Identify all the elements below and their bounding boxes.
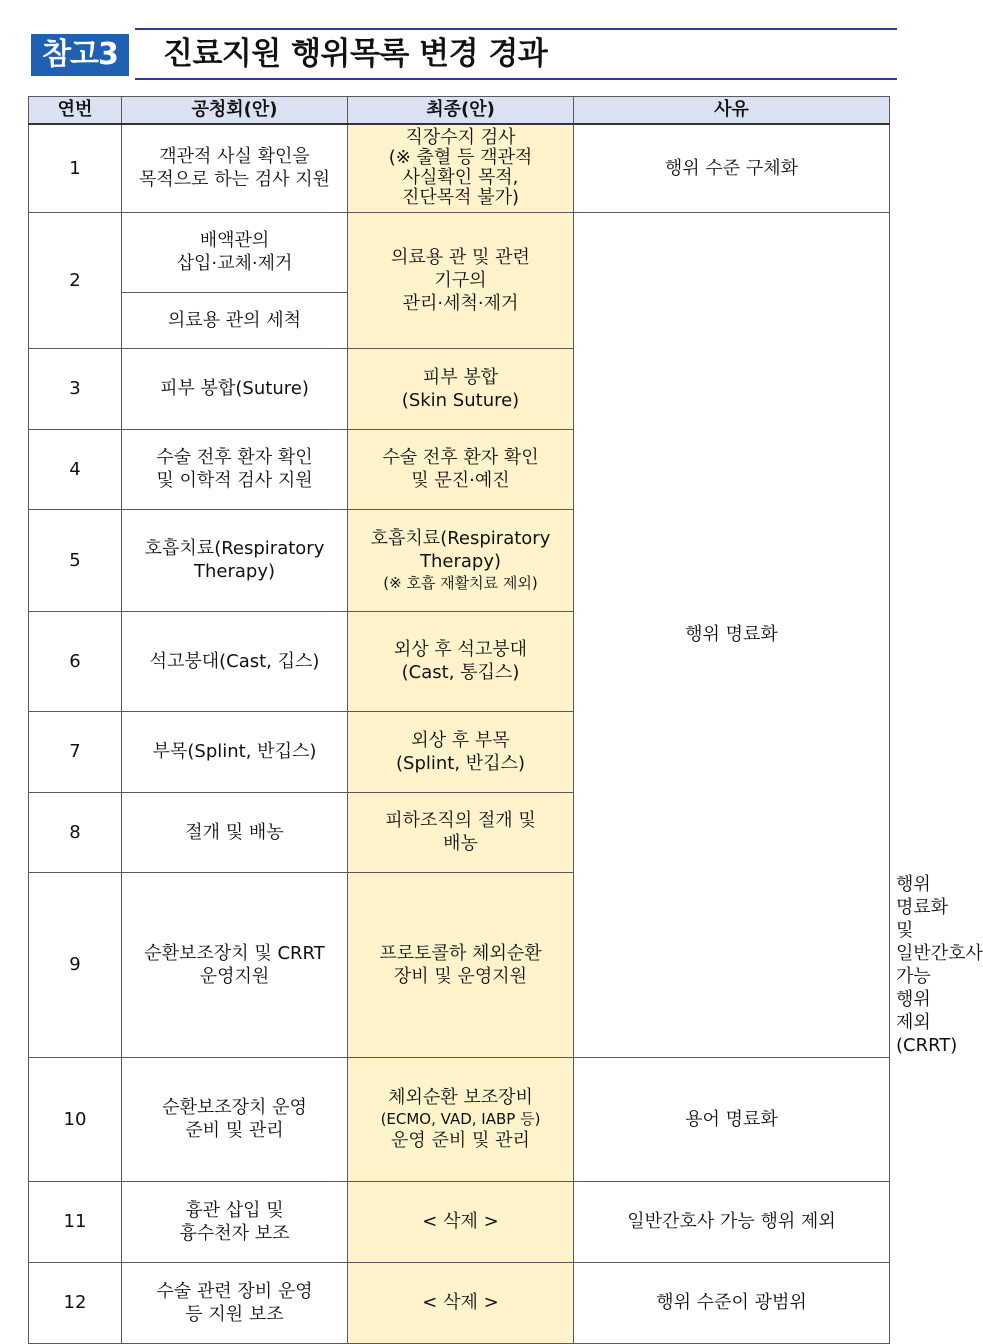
final-cell: 피부 봉합 (Skin Suture)	[348, 348, 574, 429]
col-header-reason: 사유	[574, 97, 890, 125]
col-header-draft: 공청회(안)	[122, 97, 348, 125]
draft-cell: 수술 전후 환자 확인 및 이학적 검사 지원	[122, 429, 348, 509]
final-cell: 체외순환 보조장비 (ECMO, VAD, IABP 등) 운영 준비 및 관리	[348, 1057, 574, 1181]
reason-cell: 용어 명료화	[574, 1057, 890, 1181]
row-number: 7	[29, 711, 122, 792]
row-number: 5	[29, 509, 122, 611]
title-rule-bottom	[135, 78, 897, 80]
table-row	[29, 212, 890, 292]
row-number: 11	[29, 1181, 122, 1262]
row-number: 6	[29, 611, 122, 711]
table-header-row	[29, 97, 890, 125]
row-number: 10	[29, 1057, 122, 1181]
final-cell: 수술 전후 환자 확인 및 문진·예진	[348, 429, 574, 509]
draft-cell: 절개 및 배농	[122, 792, 348, 872]
reason-cell: 일반간호사 가능 행위 제외	[574, 1181, 890, 1262]
merged-reason-cell: 행위 명료화	[574, 212, 890, 1057]
draft-cell: 흉관 삽입 및 흉수천자 보조	[122, 1181, 348, 1262]
final-cell: 외상 후 부목 (Splint, 반깁스)	[348, 711, 574, 792]
reference-badge: 참고3	[31, 34, 129, 76]
final-note: (※ 호흡 재활치료 제외)	[383, 574, 538, 592]
final-cell: 프로토콜하 체외순환 장비 및 운영지원	[348, 872, 574, 1057]
draft-cell: 배액관의 삽입·교체·제거	[122, 212, 348, 292]
row-number: 1	[29, 124, 122, 212]
draft-cell: 호흡치료(Respiratory Therapy)	[122, 509, 348, 611]
table-row	[29, 1181, 890, 1262]
col-header-final: 최종(안)	[348, 97, 574, 125]
table-row: 9 순환보조장치 및 CRRT 운영지원 프로토콜하 체외순환 장비 및 운영지원 행위 명료화 및 일반간호사 가능 행위 제외(CRRT)	[29, 872, 890, 1057]
reason-cell: 행위 수준 구체화	[574, 124, 890, 212]
draft-cell: 객관적 사실 확인을 목적으로 하는 검사 지원	[122, 124, 348, 212]
final-cell: 피하조직의 절개 및 배농	[348, 792, 574, 872]
draft-cell: 수술 관련 장비 운영 등 지원 보조	[122, 1262, 348, 1343]
draft-cell: 의료용 관의 세척	[122, 292, 348, 348]
reason-cell: 행위 수준이 광범위	[574, 1262, 890, 1343]
table-row	[29, 1057, 890, 1181]
final-cell: 의료용 관 및 관련 기구의 관리·세척·제거	[348, 212, 574, 348]
row-number: 3	[29, 348, 122, 429]
final-cell: 외상 후 석고붕대 (Cast, 통깁스)	[348, 611, 574, 711]
draft-cell: 순환보조장치 운영 준비 및 관리	[122, 1057, 348, 1181]
row-number: 12	[29, 1262, 122, 1343]
col-header-number: 연번	[29, 97, 122, 125]
draft-cell: 피부 봉합(Suture)	[122, 348, 348, 429]
title-rule-top	[135, 28, 897, 30]
draft-cell: 석고붕대(Cast, 깁스)	[122, 611, 348, 711]
final-cell: 직장수지 검사 (※ 출혈 등 객관적 사실확인 목적, 진단목적 불가)	[348, 124, 574, 212]
change-history-table	[28, 96, 983, 1344]
final-cell: < 삭제 >	[348, 1181, 574, 1262]
final-note: (ECMO, VAD, IABP 등)	[380, 1110, 541, 1128]
final-cell: 호흡치료(Respiratory Therapy) (※ 호흡 재활치료 제외)	[348, 509, 574, 611]
row-number: 2	[29, 212, 122, 348]
final-cell: < 삭제 >	[348, 1262, 574, 1343]
row-number: 8	[29, 792, 122, 872]
page-title: 진료지원 행위목록 변경 경과	[163, 36, 548, 72]
table-row	[29, 124, 890, 212]
draft-cell: 부목(Splint, 반깁스)	[122, 711, 348, 792]
table-row	[29, 1262, 890, 1343]
row-number: 9	[29, 872, 122, 1057]
draft-cell: 순환보조장치 및 CRRT 운영지원	[122, 872, 348, 1057]
row-number: 4	[29, 429, 122, 509]
page-header	[31, 28, 897, 80]
